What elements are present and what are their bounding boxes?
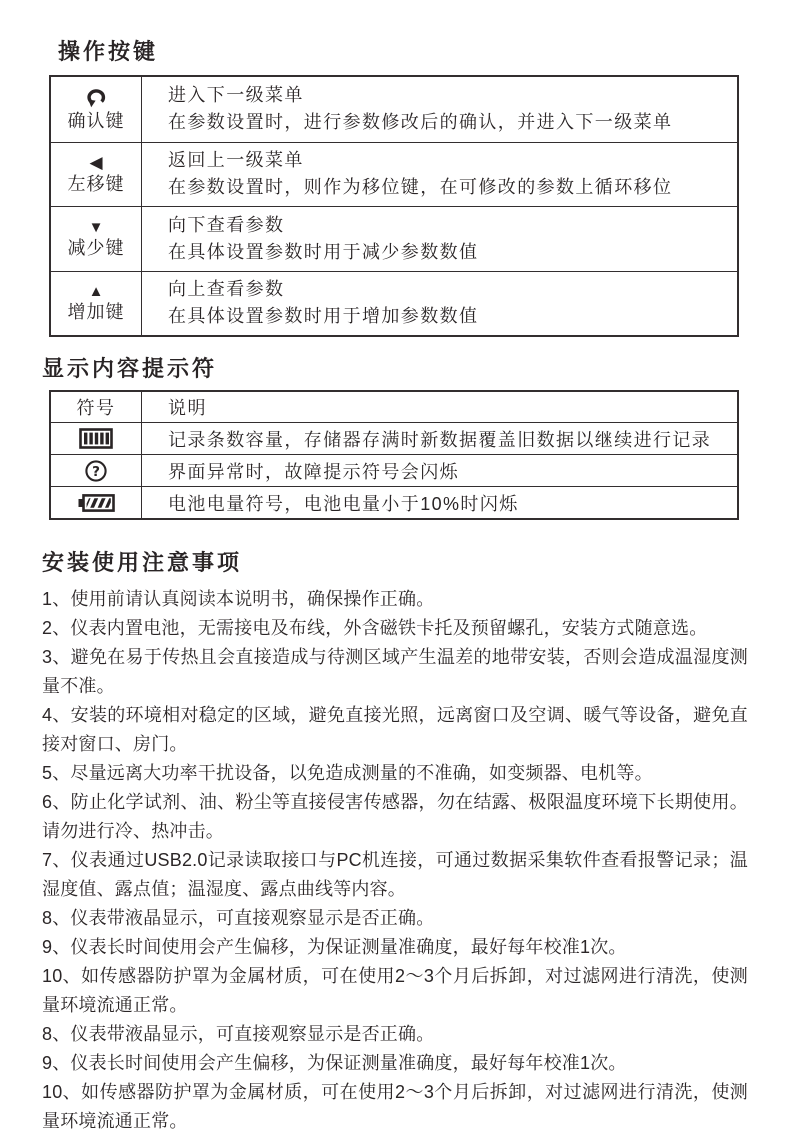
- note-item: 7、仪表通过USB2.0记录读取接口与PC机连接，可通过数据采集软件查看报警记录；温湿度值、露点值；温湿度、露点曲线等内容。: [42, 850, 748, 899]
- note-item: 8、仪表带液晶显示，可直接观察显示是否正确。: [42, 908, 435, 928]
- section-title-indicators: 显示内容提示符: [42, 356, 218, 381]
- svg-text:?: ?: [92, 464, 100, 480]
- key-name: 增加键: [67, 302, 125, 323]
- note-item: 5、尽量远离大功率干扰设备，以免造成测量的不准确，如变频器、电机等。: [42, 763, 653, 783]
- table-row: [51, 271, 737, 336]
- key-description-cell: [142, 272, 737, 336]
- table-row: [51, 422, 737, 454]
- question-circle-icon: [84, 459, 108, 483]
- key-symbol-cell: [51, 143, 142, 207]
- key-desc-line: 在具体设置参数时用于减少参数数值: [168, 241, 479, 262]
- column-header-description: 说明: [168, 398, 207, 418]
- key-name: 确认键: [67, 110, 125, 131]
- indicator-symbol-cell: [51, 455, 142, 487]
- note-item: 6、防止化学试剂、油、粉尘等直接侵害传感器，勿在结露、极限温度环境下长期使用。请勿进行冷、热冲击。: [42, 792, 748, 841]
- key-desc-line: 进入下一级菜单: [168, 85, 304, 106]
- table-row: [51, 454, 737, 486]
- install-notes-list: [42, 585, 748, 1136]
- indicator-description: 记录条数容量，存储器存满时新数据覆盖旧数据以继续进行记录: [168, 429, 712, 450]
- key-name: 左移键: [67, 174, 125, 195]
- key-desc-line: 向下查看参数: [168, 214, 285, 235]
- key-desc-line: 返回上一级菜单: [168, 150, 304, 171]
- note-item: 4、安装的环境相对稳定的区域，避免直接光照，远离窗口及空调、暖气等设备，避免直接对窗口、房门。: [42, 705, 748, 754]
- key-name: 减少键: [67, 237, 125, 258]
- key-desc-line: 在参数设置时，进行参数修改后的确认，并进入下一级菜单: [168, 112, 673, 133]
- note-item: 8、仪表带液晶显示，可直接观察显示是否正确。: [42, 1024, 435, 1044]
- indicators-table: [49, 390, 739, 520]
- indicator-symbol-cell: [51, 487, 142, 518]
- key-symbol-cell: [51, 272, 142, 336]
- note-item: 10、如传感器防护罩为金属材质，可在使用2～3个月后拆卸，对过滤网进行清洗，使测量环境流通正常。: [42, 1082, 748, 1131]
- key-description-cell: [142, 77, 737, 142]
- key-desc-line: 在参数设置时，则作为移位键，在可修改的参数上循环移位: [168, 177, 673, 198]
- table-row: [51, 77, 737, 142]
- table-header-row: [51, 392, 737, 422]
- table-row: [51, 142, 737, 207]
- up-triangle-icon: ▲: [88, 283, 104, 301]
- key-desc-line: 向上查看参数: [168, 279, 285, 300]
- section-title-install-notes: 安装使用注意事项: [42, 550, 243, 575]
- record-capacity-icon: [79, 428, 113, 449]
- battery-icon: [78, 493, 115, 513]
- indicator-description: 界面异常时，故障提示符号会闪烁: [168, 462, 459, 482]
- left-triangle-icon: ◀: [89, 153, 103, 173]
- table-row: [51, 486, 737, 518]
- section-title-operation-keys: 操作按键: [58, 39, 159, 64]
- note-item: 2、仪表内置电池，无需接电及布线，外含磁铁卡托及预留螺孔，安装方式随意选。: [42, 618, 708, 638]
- down-triangle-icon: ▼: [88, 218, 104, 236]
- key-symbol-cell: [51, 77, 142, 142]
- note-item: 1、使用前请认真阅读本说明书，确保操作正确。: [42, 589, 435, 609]
- indicator-description: 电池电量符号，电池电量小于10%时闪烁: [168, 493, 519, 514]
- note-item: 10、如传感器防护罩为金属材质，可在使用2～3个月后拆卸，对过滤网进行清洗，使测量环境流通正常。: [42, 966, 748, 1015]
- table-row: [51, 206, 737, 271]
- note-item: 3、避免在易于传热且会直接造成与待测区域产生温差的地带安装，否则会造成温湿度测量不准。: [42, 647, 748, 696]
- column-header-symbol: 符号: [51, 392, 142, 422]
- key-symbol-cell: [51, 207, 142, 271]
- key-desc-line: 在具体设置参数时用于增加参数数值: [168, 306, 479, 327]
- key-description-cell: [142, 207, 737, 271]
- rotate-arrow-icon: [84, 88, 108, 108]
- note-item: 9、仪表长时间使用会产生偏移，为保证测量准确度，最好每年校准1次。: [42, 1053, 627, 1073]
- note-item: 9、仪表长时间使用会产生偏移，为保证测量准确度，最好每年校准1次。: [42, 937, 627, 957]
- key-description-cell: [142, 143, 737, 207]
- indicator-symbol-cell: [51, 423, 142, 454]
- operation-keys-table: [49, 75, 739, 337]
